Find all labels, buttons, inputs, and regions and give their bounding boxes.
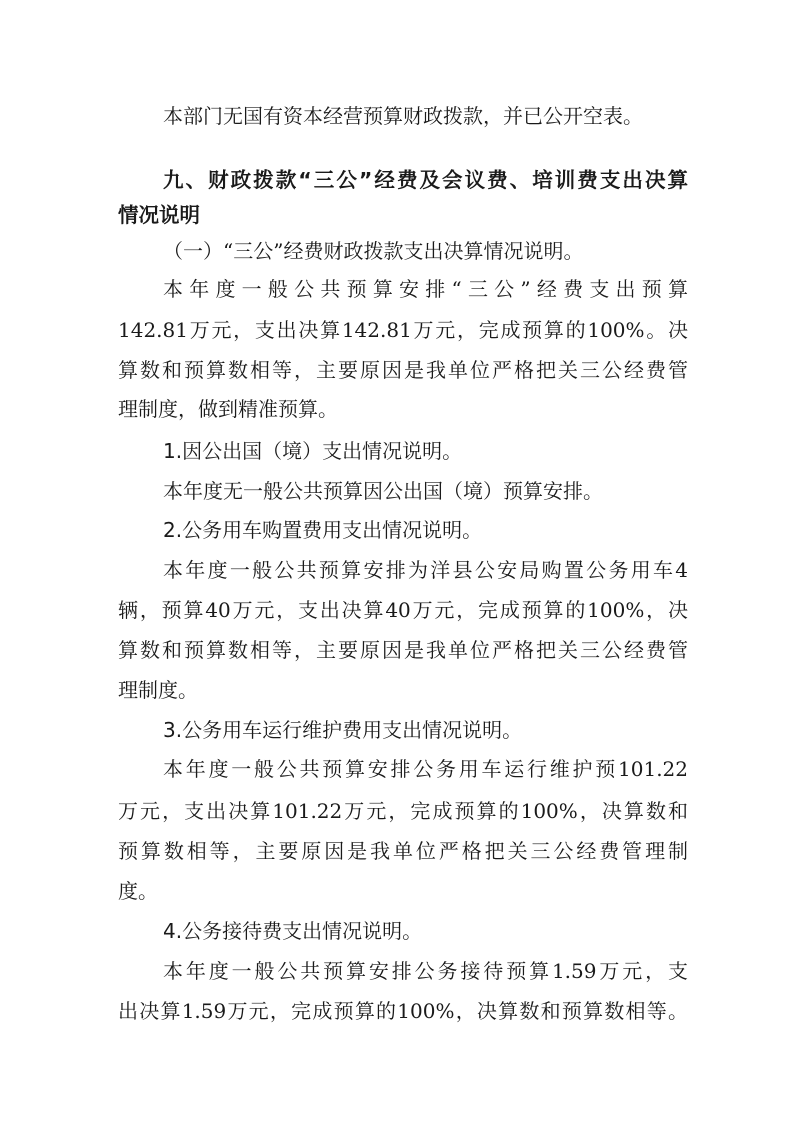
- paragraph-line: 算数和预算数相等，主要原因是我单位严格把关三公经费管: [118, 638, 688, 662]
- paragraph-line: 142.81万元，支出决算142.81万元，完成预算的100%。决: [118, 318, 688, 342]
- paragraph-line: 辆，预算40万元，支出决算40万元，完成预算的100%，决: [118, 598, 688, 622]
- section-heading: 九、财政拨款“三公”经费及会议费、培训费支出决算: [163, 168, 688, 192]
- subsection-heading: （一）“三公”经费财政拨款支出决算情况说明。: [163, 239, 584, 263]
- item-heading: 3.公务用车运行维护费用支出情况说明。: [163, 718, 523, 742]
- paragraph-line: 预算数相等，主要原因是我单位严格把关三公经费管理制: [118, 839, 688, 863]
- paragraph-line: 本年度一般公共预算安排为洋县公安局购置公务用车4: [163, 558, 688, 582]
- paragraph-line: 度。: [118, 879, 158, 903]
- paragraph-line: 万元，支出决算101.22万元，完成预算的100%，决算数和: [118, 799, 688, 823]
- item-heading: 2.公务用车购置费用支出情况说明。: [163, 518, 483, 542]
- paragraph-line: 本年度一般公共预算安排公务用车运行维护预101.22: [163, 757, 688, 781]
- paragraph-line: 理制度。: [118, 678, 198, 702]
- paragraph-line: 理制度，做到精准预算。: [118, 397, 338, 421]
- paragraph-line: 算数和预算数相等，主要原因是我单位严格把关三公经费管: [118, 358, 688, 382]
- paragraph-line: 本年度无一般公共预算因公出国（境）预算安排。: [163, 479, 603, 503]
- paragraph-line: 本部门无国有资本经营预算财政拨款，并已公开空表。: [163, 104, 643, 128]
- section-heading-continuation: 情况说明: [118, 203, 200, 227]
- paragraph-line: 本年度一般公共预算安排公务接待预算1.59万元，支: [163, 959, 688, 983]
- item-heading: 4.公务接待费支出情况说明。: [163, 919, 423, 943]
- paragraph-line: 本年度一般公共预算安排“三公”经费支出预算: [163, 277, 688, 301]
- paragraph-line: 出决算1.59万元，完成预算的100%，决算数和预算数相等。: [118, 999, 688, 1023]
- item-heading: 1.因公出国（境）支出情况说明。: [163, 439, 463, 463]
